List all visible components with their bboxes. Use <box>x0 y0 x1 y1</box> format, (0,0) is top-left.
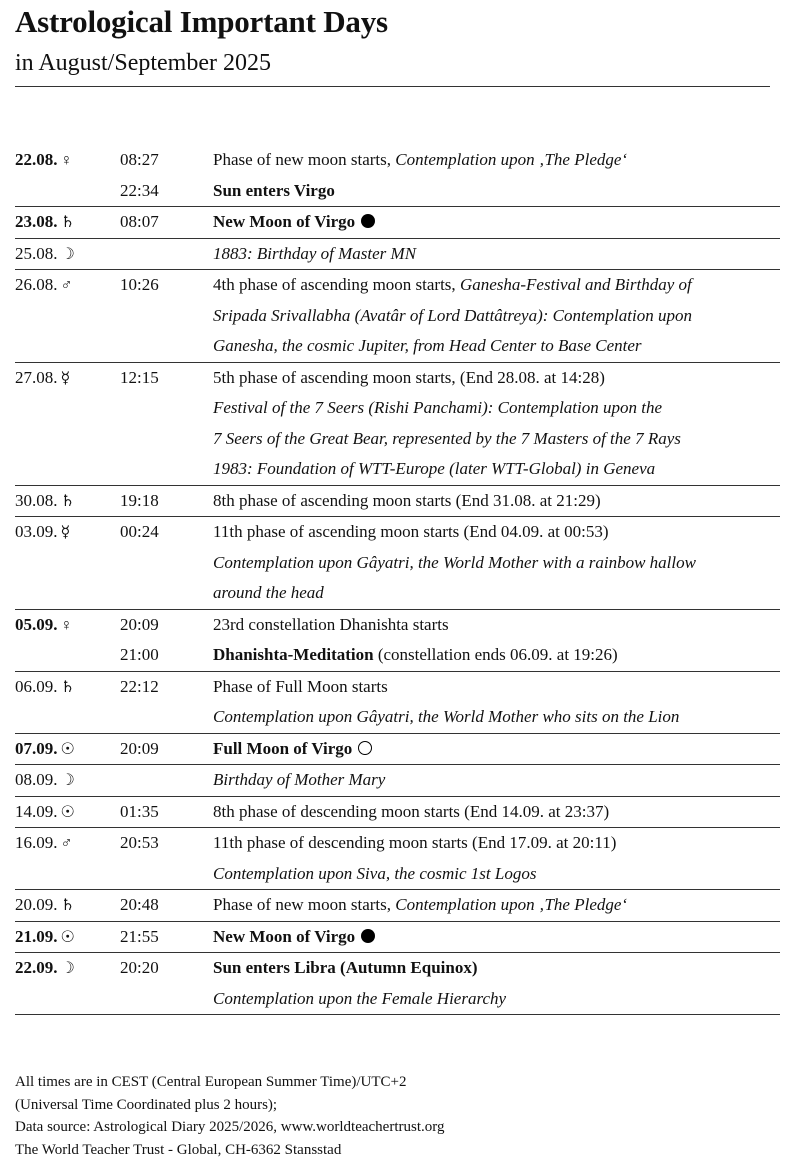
event-line <box>15 702 780 733</box>
venus-symbol-icon: ♀ <box>60 616 73 634</box>
event-line <box>15 578 780 609</box>
event-line <box>15 797 780 828</box>
title-divider <box>15 86 770 87</box>
event-date-text: 27.08. <box>15 367 58 387</box>
event-line <box>15 301 780 332</box>
event-date-text: 21.09. <box>15 926 58 946</box>
event-text-segment: Phase of new moon starts, <box>213 895 396 914</box>
event-text-segment: New Moon of Virgo <box>213 926 356 946</box>
mars-symbol-icon: ♂ <box>60 277 73 294</box>
event-line <box>15 363 780 394</box>
event-line <box>15 859 780 890</box>
event-time: 21:55 <box>120 926 159 946</box>
event-row <box>15 922 780 954</box>
event-time: 20:53 <box>120 833 159 852</box>
event-time: 01:35 <box>120 801 159 821</box>
event-date-text: 25.08. <box>15 243 58 263</box>
event-line <box>15 145 780 176</box>
new-moon-icon <box>361 929 375 943</box>
event-description <box>213 363 605 394</box>
event-time: 08:07 <box>120 212 159 231</box>
event-description <box>213 517 609 548</box>
footer-line: All times are in CEST (Central European Summer Time)/UTC+2 <box>15 1074 407 1090</box>
event-time: 08:27 <box>120 150 159 169</box>
event-time: 21:00 <box>120 645 159 664</box>
event-line <box>15 548 780 579</box>
event-description <box>213 393 662 424</box>
event-date-text: 30.08. <box>15 490 58 510</box>
event-description <box>213 953 478 984</box>
event-row <box>15 239 780 271</box>
event-line <box>15 734 780 765</box>
event-time: 20:48 <box>120 895 159 914</box>
event-line <box>15 270 780 301</box>
event-date-text: 03.09. <box>15 522 58 541</box>
event-date-text: 20.09. <box>15 895 58 914</box>
event-row <box>15 363 780 486</box>
footer-line: The World Teacher Trust - Global, CH-6362 Stansstad <box>15 1141 342 1158</box>
saturn-symbol-icon: ♄ <box>60 214 75 231</box>
event-line <box>15 207 780 238</box>
event-line <box>15 393 780 424</box>
footer-notes <box>15 1071 444 1161</box>
event-row <box>15 145 780 207</box>
event-text-segment: Sun enters Libra (Autumn Equinox) <box>213 958 478 977</box>
event-text-segment: around the head <box>213 583 324 602</box>
event-description <box>213 239 416 270</box>
event-row <box>15 953 780 1015</box>
event-line <box>15 486 780 517</box>
event-text-segment: Ganesha-Festival and Birthday of <box>459 275 692 294</box>
event-row <box>15 765 780 797</box>
event-line <box>15 890 780 921</box>
venus-symbol-icon: ♀ <box>60 152 73 169</box>
event-row <box>15 610 780 672</box>
event-description <box>213 176 335 207</box>
event-date-text: 23.08. <box>15 212 58 231</box>
event-description <box>213 454 655 485</box>
event-text-segment: Festival of the 7 Seers (Rishi Panchami): Contemplation upon the <box>213 398 663 417</box>
event-row <box>15 890 780 922</box>
event-description <box>213 702 679 733</box>
event-text-segment: 1883: Birthday of Master MN <box>213 243 417 263</box>
event-text-segment: 4th phase of ascending moon starts, <box>213 275 460 294</box>
event-text-segment: Ganesha, the cosmic Jupiter, from Head Center to Base Center <box>213 336 642 355</box>
full-moon-icon <box>358 741 372 755</box>
event-date-text: 07.09. <box>15 738 58 758</box>
event-text-segment: 11th phase of ascending moon starts (End 04.09. at 00:53) <box>213 522 609 541</box>
events-table <box>15 145 780 1015</box>
event-description <box>213 145 627 176</box>
event-text-segment: 23rd constellation Dhanishta starts <box>213 614 449 634</box>
event-description <box>213 610 449 641</box>
event-description <box>213 548 696 579</box>
event-row <box>15 486 780 518</box>
event-line <box>15 828 780 859</box>
mars-symbol-icon: ♂ <box>60 835 73 852</box>
sun-symbol-icon: ☉ <box>60 803 75 821</box>
event-text-segment: Birthday of Mother Mary <box>213 770 386 789</box>
event-time: 20:09 <box>120 738 159 758</box>
event-time: 10:26 <box>120 275 159 294</box>
saturn-symbol-icon: ♄ <box>60 678 75 696</box>
event-description <box>213 301 692 332</box>
event-row <box>15 517 780 610</box>
page-subtitle: in August/September 2025 <box>15 50 271 76</box>
event-description <box>213 640 618 671</box>
event-text-segment: Sripada Srivallabha (Avatâr of Lord Dattâtreya): Contemplation upon <box>213 305 692 325</box>
event-time: 00:24 <box>120 522 159 541</box>
moon-symbol-icon: ☽ <box>60 960 75 977</box>
event-text-segment: Contemplation upon Siva, the cosmic 1st Logos <box>213 863 537 883</box>
event-text-segment: Phase of Full Moon starts <box>213 676 388 696</box>
event-date-text: 06.09. <box>15 676 58 696</box>
event-description <box>213 859 536 890</box>
event-description <box>213 984 506 1015</box>
event-description <box>213 890 627 921</box>
event-line <box>15 922 780 953</box>
event-text-segment: 7 Seers of the Great Bear, represented by the 7 Masters of the 7 Rays <box>213 428 681 448</box>
event-line <box>15 424 780 455</box>
event-description <box>213 922 375 953</box>
event-line <box>15 610 780 641</box>
event-text-segment: New Moon of Virgo <box>213 212 356 231</box>
event-line <box>15 953 780 984</box>
event-line <box>15 454 780 485</box>
event-description <box>213 765 385 796</box>
event-date-text: 22.08. <box>15 150 58 169</box>
event-date-text: 22.09. <box>15 958 58 977</box>
footer-line: (Universal Time Coordinated plus 2 hours); <box>15 1096 278 1113</box>
moon-symbol-icon: ☽ <box>60 245 75 263</box>
event-text-segment: (constellation ends 06.09. at 19:26) <box>373 645 618 664</box>
saturn-symbol-icon: ♄ <box>60 897 75 914</box>
mercury-symbol-icon: ☿ <box>60 524 71 541</box>
event-time: 22:34 <box>120 180 159 200</box>
event-time: 20:09 <box>120 614 159 634</box>
event-text-segment: Contemplation upon Gâyatri, the World Mother who sits on the Lion <box>213 707 680 726</box>
event-line <box>15 331 780 362</box>
event-line <box>15 517 780 548</box>
event-date-text: 05.09. <box>15 614 58 634</box>
moon-symbol-icon: ☽ <box>60 772 75 789</box>
event-text-segment: Phase of new moon starts, <box>213 150 396 169</box>
footer-line: Data source: Astrological Diary 2025/2026, www.worldteachertrust.org <box>15 1119 445 1135</box>
event-text-segment: Contemplation upon Gâyatri, the World Mother with a rainbow hallow <box>213 552 696 572</box>
event-description <box>213 797 609 828</box>
event-text-segment: Contemplation upon ‚The Pledge‘ <box>395 895 628 914</box>
event-description <box>213 424 681 455</box>
event-description <box>213 207 375 238</box>
event-description <box>213 578 324 609</box>
event-text-segment: 5th phase of ascending moon starts, (End 28.08. at 14:28) <box>213 367 605 387</box>
sun-symbol-icon: ☉ <box>60 928 75 946</box>
event-line <box>15 765 780 796</box>
event-text-segment: Sun enters Virgo <box>213 180 335 200</box>
event-row <box>15 270 780 363</box>
saturn-symbol-icon: ♄ <box>60 492 75 510</box>
page-title: Astrological Important Days <box>15 4 388 39</box>
event-description <box>213 486 601 517</box>
event-time: 12:15 <box>120 367 159 387</box>
event-description <box>213 270 692 301</box>
event-row <box>15 207 780 239</box>
event-date-text: 16.09. <box>15 833 58 852</box>
new-moon-icon <box>361 214 375 228</box>
event-time: 22:12 <box>120 676 159 696</box>
event-description <box>213 734 372 765</box>
event-date-text: 26.08. <box>15 275 58 294</box>
event-text-segment: Dhanishta-Meditation <box>213 645 374 664</box>
event-date-text: 14.09. <box>15 801 58 821</box>
event-row <box>15 797 780 829</box>
event-date-text: 08.09. <box>15 770 58 789</box>
event-text-segment: Full Moon of Virgo <box>213 738 353 758</box>
event-time: 20:20 <box>120 958 159 977</box>
event-line <box>15 239 780 270</box>
event-time: 19:18 <box>120 490 159 510</box>
event-line <box>15 984 780 1015</box>
event-row <box>15 828 780 890</box>
mercury-symbol-icon: ☿ <box>60 369 71 387</box>
event-line <box>15 640 780 671</box>
event-text-segment: 1983: Foundation of WTT-Europe (later WTT-Global) in Geneva <box>213 459 656 478</box>
event-row <box>15 672 780 734</box>
event-description <box>213 828 616 859</box>
event-line <box>15 176 780 207</box>
event-text-segment: 8th phase of descending moon starts (End 14.09. at 23:37) <box>213 801 610 821</box>
event-description <box>213 331 642 362</box>
event-line <box>15 672 780 703</box>
sun-symbol-icon: ☉ <box>60 740 75 758</box>
event-text-segment: Contemplation upon the Female Hierarchy <box>213 988 507 1008</box>
event-text-segment: 11th phase of descending moon starts (End 17.09. at 20:11) <box>213 833 617 852</box>
event-row <box>15 734 780 766</box>
event-text-segment: 8th phase of ascending moon starts (End 31.08. at 21:29) <box>213 490 601 510</box>
event-description <box>213 672 388 703</box>
event-text-segment: Contemplation upon ‚The Pledge‘ <box>395 150 628 169</box>
